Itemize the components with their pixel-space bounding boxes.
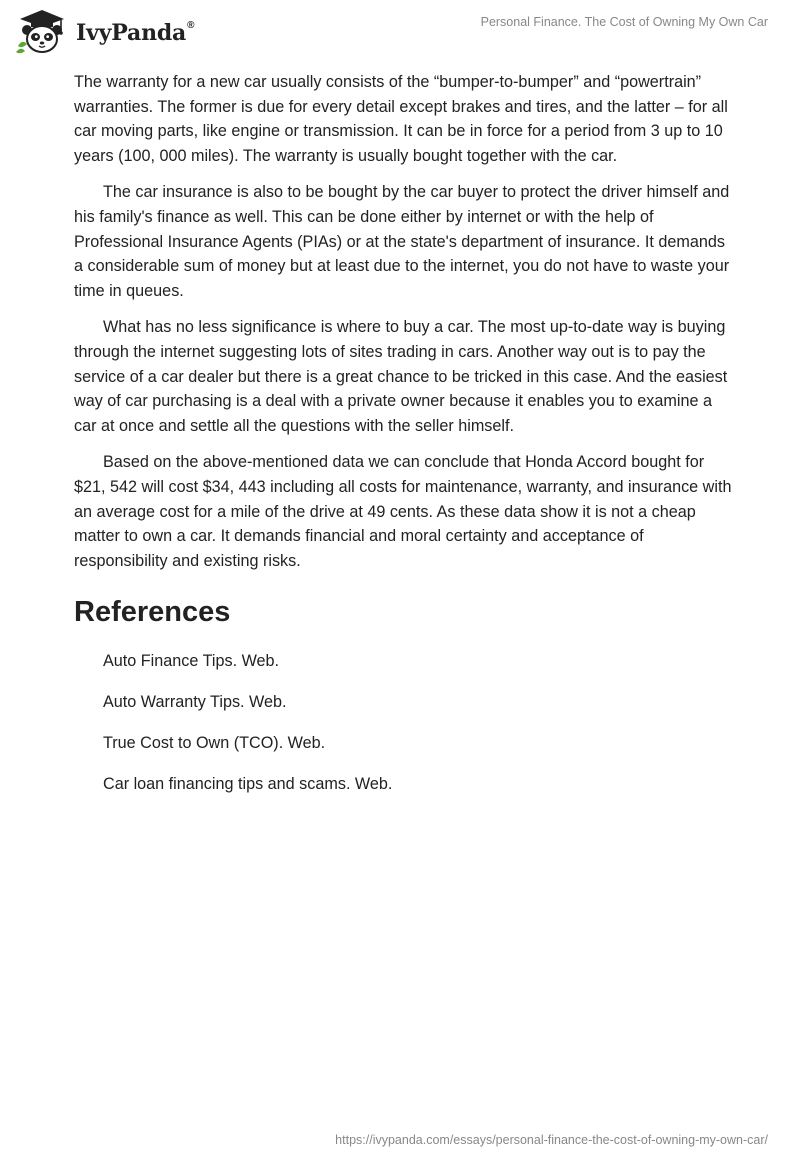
body-paragraph: Based on the above-mentioned data we can conclude that Honda Accord bought for $21, 542 will cost $34, 443 including all costs for maintenance, warranty, and insurance with an average cost for a mile of the drive at 49 cents. As these data show it is not a cheap matter to own a car. It demands financial and moral certainty and acceptance of responsibility and existing risks. xyxy=(74,453,732,570)
body-paragraph: The warranty for a new car usually consists of the “bumper-to-bumper” and “powertrain” warranties. The former is due for every detail except brakes and tires, and the latter – for all car moving parts, like engine or transmission. It can be in force for a period from 3 up to 10 years (100, 000 miles). The warranty is usually bought together with the car. xyxy=(74,73,728,165)
body-paragraph: The car insurance is also to be bought by the car buyer to protect the driver himself and his family's finance as well. This can be done either by internet or with the help of Professional Insurance Agents (PIAs) or at the state's department of insurance. It demands a considerable sum of money but at least due to the internet, you do not have to waste your time in queues. xyxy=(74,183,730,300)
references-heading: References xyxy=(74,596,231,629)
reference-item: Auto Warranty Tips. Web. xyxy=(103,693,287,712)
reference-item: Car loan financing tips and scams. Web. xyxy=(103,775,393,794)
source-url-link[interactable]: https://ivypanda.com/essays/personal-finance-the-cost-of-owning-my-own-car/ xyxy=(335,1133,768,1147)
references-list xyxy=(74,649,734,796)
panda-graduation-cap-icon xyxy=(14,8,70,54)
logo-wordmark: IvyPanda® xyxy=(76,19,195,46)
reference-item: True Cost to Own (TCO). Web. xyxy=(103,734,326,753)
document-title: Personal Finance. The Cost of Owning My Own Car xyxy=(480,15,768,29)
registered-mark: ® xyxy=(187,19,195,31)
essay-content xyxy=(74,70,734,813)
reference-item: Auto Finance Tips. Web. xyxy=(103,652,280,671)
ivypanda-logo[interactable] xyxy=(14,8,194,54)
body-paragraph: What has no less significance is where to buy a car. The most up-to-date way is buying through the internet suggesting lots of sites trading in cars. Another way out is to pay the service of a car dealer but there is a great chance to be tricked in this case. And the easiest way of car purchasing is a deal with a private owner because it enables you to examine a car at once and settle all the questions with the seller himself. xyxy=(74,318,728,435)
page-header xyxy=(0,0,800,60)
